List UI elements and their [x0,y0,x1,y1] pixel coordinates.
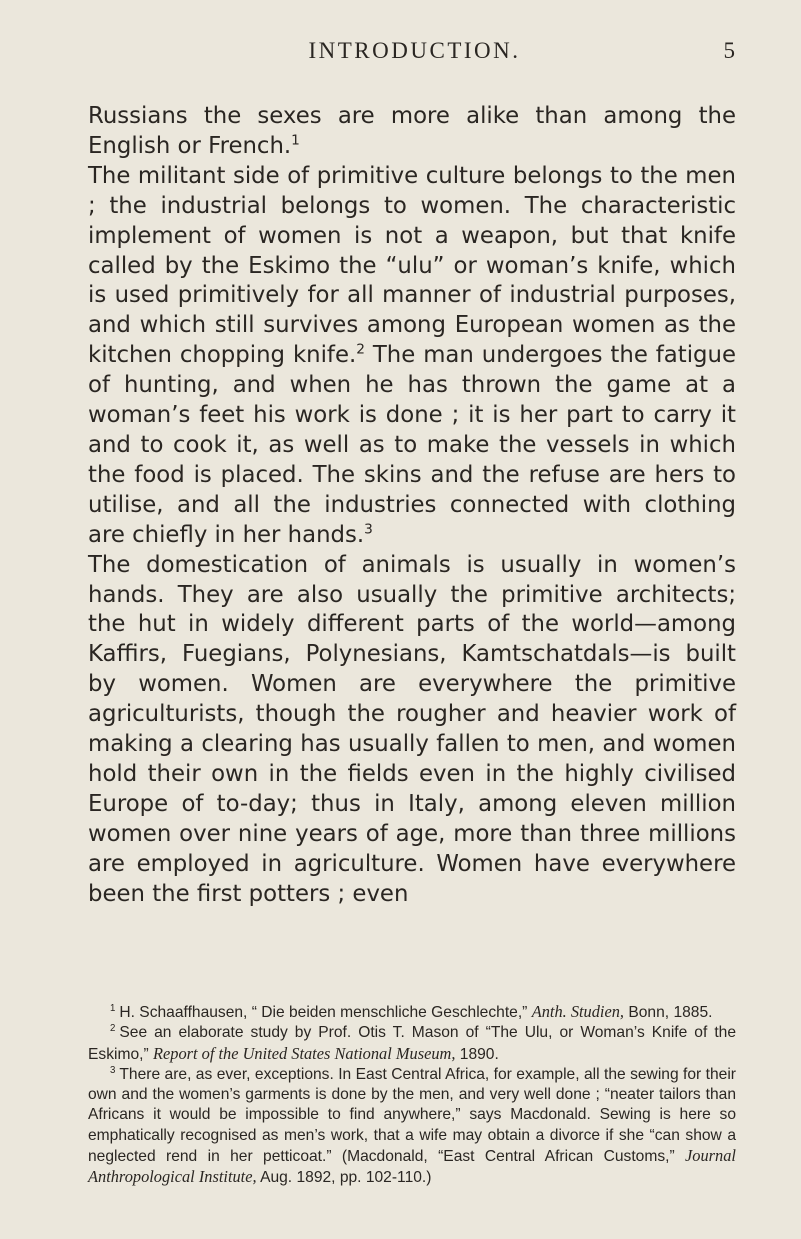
footnote-text: There are, as ever, exceptions. In East Central Africa, for example, all the sewing for their own and the women’s garments is done by the men, and very well done ; “neater tailors than Africans it would be impossible to find anywhere,” says Macdonald. Sewing is here so emphatically recognised as men’s work, that a wife may obtain a divorce if she “can show a neglected rend in her petticoat.” (Macdonald, “East Central African Customs,” [88,1065,736,1166]
footnote-text: 1890. [455,1045,499,1063]
footnote-text: See an elaborate study by Prof. Otis T. Mason of “The Ulu, or Woman’s Knife of the Eskimo,” [88,1024,736,1063]
footnote-number: 2 [110,1023,116,1035]
footnote [88,1002,736,1023]
page-number: 5 [723,38,735,63]
footnote-title: Journal Anthropological Institute, [88,1146,736,1187]
paragraph-text: The militant side of primitive culture belongs to the men ; the industrial belongs to women. The characteristic implement of women is not a weapon, but that knife called by the Eskimo the “ulu” or woman’s knife, which is used primitively for all manner of industrial purposes, and which still survives among European women as the kitchen chopping knife. [88,162,736,369]
footnotes [88,1002,736,1189]
paragraph [88,162,736,551]
paragraph [88,551,736,910]
paragraph-text: The domestication of animals is usually in women’s hands. They are also usually the primitive architects; the hut in widely different parts of the world—among Kaffirs, Fuegians, Polynesians, Kamtschatdals—is built by women. Women are everywhere the primitive agriculturists, though the rougher and heavier work of making a clearing has usually fallen to men, and women hold their own in the fields even in the highly civilised Europe of to-day; thus in Italy, among eleven million women over nine years of age, more than three millions are employed in agriculture. Women have everywhere been the first potters ; even [88,551,736,907]
footnote-text: H. Schaaffhausen, “ Die beiden menschliche Geschlechte,” [119,1004,528,1021]
paragraph [88,102,736,162]
body-text [88,102,736,909]
footnote-ref: 1 [291,132,300,149]
page-header [88,38,741,68]
footnote [88,1065,736,1189]
footnote-ref: 3 [364,521,373,538]
paragraph-text: Russians the sexes are more alike than among the English or French. [88,103,736,159]
running-head: INTRODUCTION. [308,38,521,63]
footnote-text: Bonn, 1885. [624,1004,713,1021]
paragraph-text: The man undergoes the fatigue of hunting, and when he has thrown the game at a woman’s feet his work is done ; it is her part to carry it and to cook it, as well as to make the vessels in which the food is placed. The skins and the refuse are hers to utilise, and all the industries connected with clothing are chiefly in her hands. [88,342,736,548]
footnote-text: Aug. 1892, pp. 102-110.) [256,1169,432,1187]
footnote-number: 1 [110,1002,116,1014]
footnote-title: Report of the United States National Museum, [153,1043,456,1063]
footnote-number: 3 [110,1064,116,1076]
footnote [88,1023,736,1065]
footnote-title: Anth. Studien, [531,1002,625,1021]
footnote-ref: 2 [356,341,365,358]
